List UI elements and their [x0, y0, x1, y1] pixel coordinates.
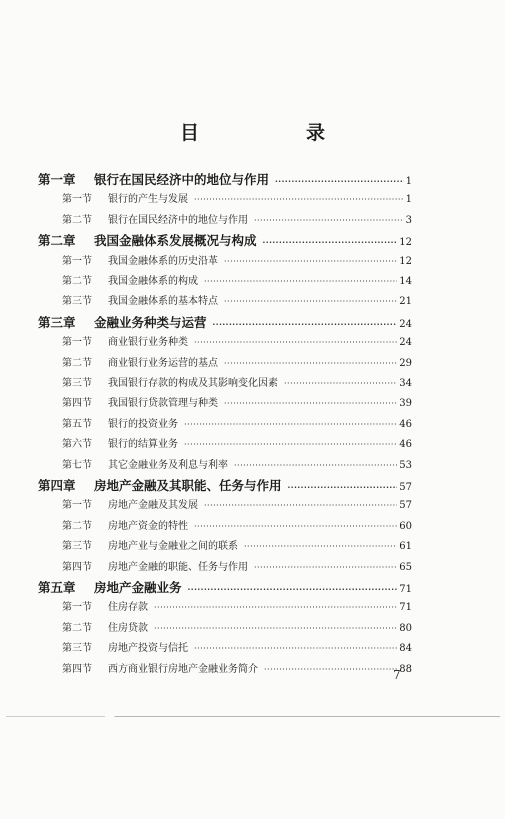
toc-dot-leader	[254, 216, 404, 225]
toc-entry-number: 第二节	[62, 622, 92, 634]
toc-dot-leader	[263, 237, 398, 247]
toc-entry-title: 房地产金融及其职能、任务与作用	[94, 478, 282, 493]
toc-dot-leader	[204, 501, 397, 510]
toc-dot-leader	[224, 257, 397, 266]
toc-entry-number: 第二节	[62, 357, 92, 369]
toc-entry-title: 住房存款	[108, 602, 148, 614]
toc-entry-page: 57	[399, 500, 412, 512]
toc-entry-page: 12	[399, 237, 412, 249]
toc-entry-number: 第二节	[62, 214, 92, 226]
toc-entry-page: 80	[399, 622, 412, 634]
toc-dot-leader	[188, 584, 398, 594]
toc-entry-page: 46	[399, 439, 412, 451]
toc-dot-leader	[234, 461, 397, 470]
toc-dot-leader	[275, 176, 404, 186]
toc-entry-title: 商业银行业务种类	[108, 337, 188, 349]
toc-entry-page: 34	[399, 378, 412, 389]
toc-dot-leader	[154, 603, 397, 612]
toc-section-entry	[62, 619, 412, 634]
toc-dot-leader	[184, 420, 397, 429]
toc-entry-page: 71	[399, 584, 412, 595]
toc-entry-number: 第五节	[62, 418, 92, 430]
toc-entry-number: 第一节	[62, 194, 92, 206]
toc-entry-title: 银行的结算业务	[108, 439, 178, 451]
toc-dot-leader	[194, 644, 397, 653]
toc-section-entry	[62, 537, 412, 552]
toc-entry-page: 39	[399, 398, 412, 410]
toc-section-entry	[62, 415, 412, 430]
toc-section-entry	[62, 374, 412, 389]
toc-entry-title: 房地产金融及其发展	[108, 500, 198, 512]
toc-entry-number: 第六节	[62, 439, 92, 451]
toc-section-entry	[62, 211, 412, 226]
toc-section-entry	[62, 558, 412, 573]
toc-entry-title: 房地产金融业务	[94, 580, 182, 595]
toc-chapter-entry	[38, 476, 412, 494]
toc-entry-page: 24	[399, 318, 412, 330]
toc-entry-page: 14	[399, 276, 412, 287]
toc-section-entry	[62, 333, 412, 348]
toc-entry-number: 第四节	[62, 398, 92, 410]
toc-entry-title: 房地产投资与信托	[108, 643, 188, 655]
toc-entry-title: 西方商业银行房地产金融业务简介	[108, 663, 258, 675]
toc-entry-number: 第一节	[62, 255, 92, 267]
toc-entry-number: 第一章	[38, 172, 76, 187]
toc-dot-leader	[184, 440, 397, 449]
toc-entry-title: 我国金融体系的构成	[108, 276, 198, 287]
bottom-rule	[6, 716, 500, 717]
toc-section-entry	[62, 272, 412, 287]
toc-entry-number: 第二章	[38, 233, 76, 249]
toc-entry-number: 第四节	[62, 561, 92, 573]
toc-entry-page: 21	[399, 296, 412, 308]
toc-section-entry	[62, 435, 412, 450]
toc-entry-title: 我国银行存款的构成及其影响变化因素	[108, 378, 278, 389]
toc-section-entry	[62, 456, 412, 471]
toc-entry-page: 3	[405, 214, 412, 226]
toc-entry-title: 银行在国民经济中的地位与作用	[108, 214, 248, 226]
toc-entry-number: 第三节	[62, 643, 92, 655]
toc-entry-number: 第四章	[38, 478, 76, 493]
toc-dot-leader	[224, 399, 397, 408]
toc-entry-page: 46	[399, 418, 412, 430]
toc-entry-number: 第二节	[62, 276, 92, 287]
toc-entry-title: 房地产业与金融业之间的联系	[108, 541, 238, 553]
toc-entry-number: 第一节	[62, 602, 92, 614]
toc-dot-leader	[194, 338, 397, 347]
toc-entry-title: 房地产金融的职能、任务与作用	[108, 561, 248, 573]
toc-entry-number: 第四节	[62, 663, 92, 675]
toc-entry-page: 57	[399, 482, 412, 493]
toc-entry-title: 银行在国民经济中的地位与作用	[94, 172, 270, 187]
toc-entry-page: 1	[405, 176, 412, 187]
toc-entry-title: 商业银行业务运营的基点	[108, 357, 218, 369]
toc-entry-page: 84	[399, 643, 412, 655]
toc-dot-leader	[204, 277, 397, 286]
toc-dot-leader	[154, 624, 397, 633]
toc-dot-leader	[194, 195, 404, 204]
toc-dot-leader	[264, 665, 397, 674]
toc-entry-page: 53	[399, 459, 412, 471]
toc-entry-number: 第三章	[38, 314, 76, 330]
toc-entry-number: 第一节	[62, 337, 92, 349]
toc-entry-number: 第二节	[62, 520, 92, 532]
toc-chapter-entry	[38, 170, 412, 188]
toc-section-entry	[62, 252, 412, 267]
toc-entry-number: 第五章	[38, 580, 76, 595]
toc-entry-title: 我国金融体系发展概况与构成	[94, 233, 257, 249]
toc-entry-page: 29	[399, 357, 412, 369]
page-title: 目 录	[179, 122, 369, 144]
toc-chapter-entry	[38, 231, 412, 249]
toc-dot-leader	[244, 542, 397, 551]
toc-dot-leader	[213, 319, 398, 329]
toc-dot-leader	[284, 379, 397, 388]
toc-entry-page: 1	[405, 194, 412, 206]
toc-section-entry	[62, 660, 412, 675]
toc-chapter-entry	[38, 313, 412, 331]
toc-entry-page: 24	[399, 337, 412, 349]
page-number: 7	[393, 668, 401, 682]
toc-dot-leader	[224, 359, 397, 368]
toc-entry-page: 65	[399, 561, 412, 573]
toc-entry-title: 我国金融体系的基本特点	[108, 296, 218, 308]
toc-chapter-entry	[38, 578, 412, 596]
toc-dot-leader	[254, 563, 397, 572]
toc-section-entry	[62, 496, 412, 511]
toc-dot-leader	[224, 297, 397, 306]
toc-entry-title: 我国金融体系的历史沿革	[108, 255, 218, 267]
toc-entry-title: 我国银行贷款管理与种类	[108, 398, 218, 410]
toc-entry-title: 其它金融业务及利息与利率	[108, 459, 228, 471]
toc-entry-title: 银行的产生与发展	[108, 194, 188, 206]
toc-entry-title: 房地产资金的特性	[108, 520, 188, 532]
toc-entry-number: 第三节	[62, 378, 92, 389]
toc-entry-page: 60	[399, 520, 412, 532]
toc-entry-page: 88	[399, 663, 412, 675]
toc-section-entry	[62, 639, 412, 654]
toc-entry-title: 住房贷款	[108, 622, 148, 634]
toc-entry-number: 第三节	[62, 296, 92, 308]
toc-section-entry	[62, 394, 412, 409]
toc-dot-leader	[194, 522, 397, 531]
toc-entry-number: 第三节	[62, 541, 92, 553]
toc-section-entry	[62, 292, 412, 307]
toc-section-entry	[62, 354, 412, 369]
toc-entry-page: 61	[399, 541, 412, 553]
toc-section-entry	[62, 190, 412, 205]
toc-section-entry	[62, 598, 412, 613]
toc-entry-number: 第一节	[62, 500, 92, 512]
toc-entry-title: 银行的投资业务	[108, 418, 178, 430]
toc-section-entry	[62, 517, 412, 532]
toc-entry-page: 12	[399, 255, 412, 267]
toc-entry-number: 第七节	[62, 459, 92, 471]
toc-dot-leader	[288, 482, 398, 492]
toc-entry-page: 71	[399, 602, 412, 614]
toc-entry-title: 金融业务种类与运营	[94, 314, 207, 330]
